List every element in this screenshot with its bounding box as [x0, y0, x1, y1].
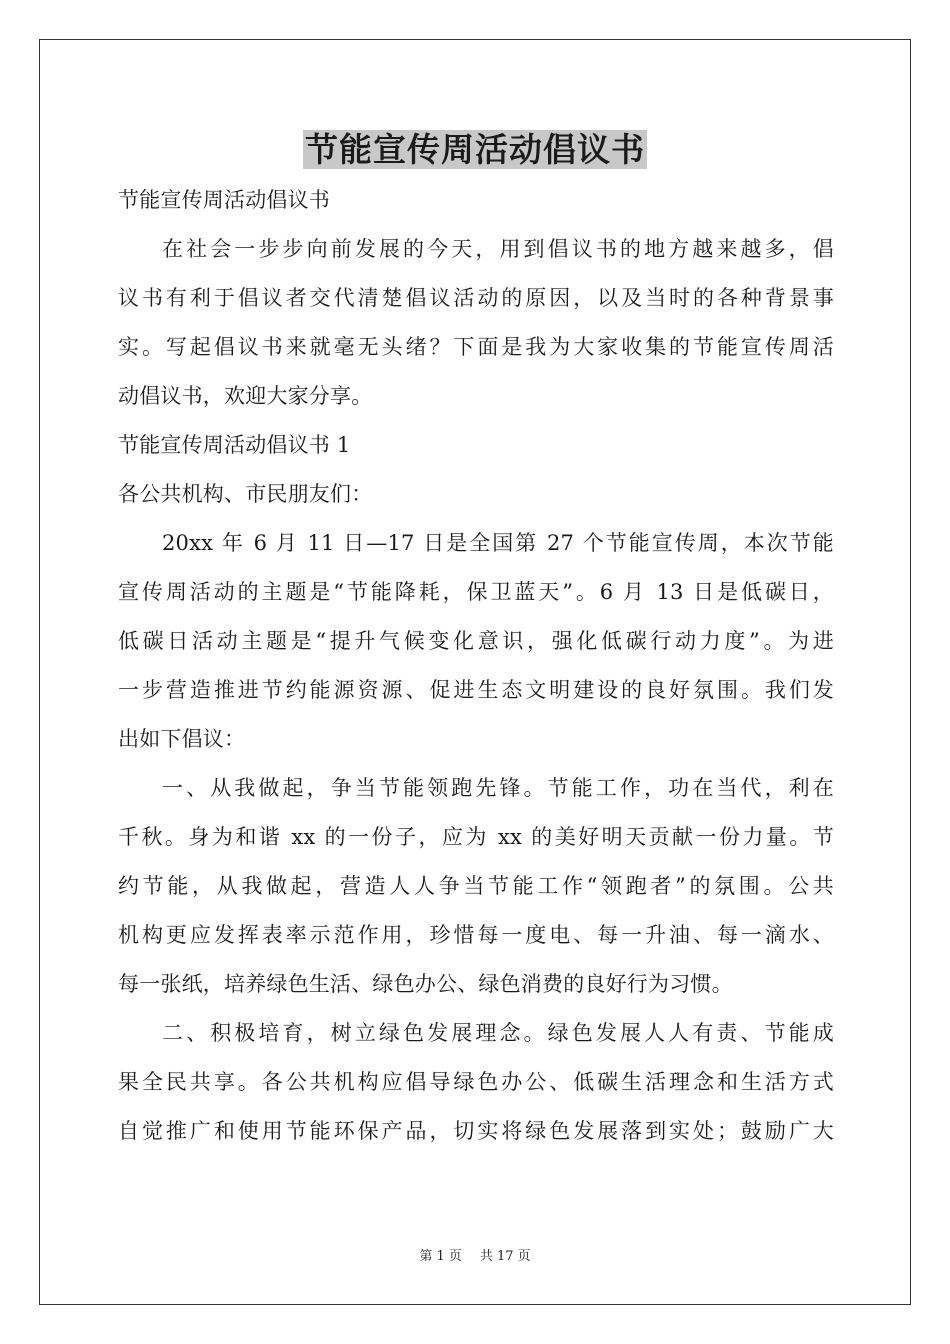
paragraph-line: 果全民共享。各公共机构应倡导绿色办公、低碳生活理念和生活方式: [118, 1070, 834, 1094]
page-total: 共 17 页: [479, 1249, 531, 1264]
paragraph-line: 实。写起倡议书来就毫无头绪？下面是我为大家收集的节能宣传周活: [118, 335, 834, 359]
paragraph-line: 机构更应发挥表率示范作用，珍惜每一度电、每一升油、每一滴水、: [118, 923, 834, 947]
paragraph-line: 动倡议书，欢迎大家分享。: [118, 384, 373, 408]
page-footer: [0, 1248, 950, 1266]
paragraph-line: 约节能，从我做起，营造人人争当节能工作“领跑者”的氛围。公共: [118, 874, 834, 898]
paragraph-line: 议书有利于倡议者交代清楚倡议活动的原因，以及当时的各种背景事: [118, 286, 834, 310]
paragraph-line: 低碳日活动主题是“提升气候变化意识，强化低碳行动力度”。为进: [118, 629, 834, 653]
paragraph-line: 出如下倡议：: [118, 727, 246, 751]
salutation-line: 各公共机构、市民朋友们：: [118, 482, 373, 506]
document-body: [118, 176, 834, 1156]
paragraph-line: 一、从我做起，争当节能领跑先锋。节能工作，功在当代，利在: [162, 776, 834, 800]
subtitle-line: 节能宣传周活动倡议书: [118, 188, 330, 212]
document-title: [0, 127, 950, 173]
paragraph-line: 20xx 年 6 月 11 日—17 日是全国第 27 个节能宣传周，本次节能: [162, 531, 834, 555]
paragraph-line: 每一张纸，培养绿色生活、绿色办公、绿色消费的良好行为习惯。: [118, 972, 733, 996]
paragraph-line: 一步营造推进节约能源资源、促进生态文明建设的良好氛围。我们发: [118, 678, 834, 702]
paragraph-line: 宣传周活动的主题是“节能降耗，保卫蓝天”。6 月 13 日是低碳日，: [118, 580, 834, 604]
page-number: 第 1 页: [419, 1249, 462, 1264]
document-title-text: 节能宣传周活动倡议书: [305, 130, 645, 169]
paragraph-line: 千秋。身为和谐 xx 的一份子，应为 xx 的美好明天贡献一份力量。节: [118, 825, 834, 849]
paragraph-line: 自觉推广和使用节能环保产品，切实将绿色发展落到实处；鼓励广大: [118, 1119, 834, 1143]
paragraph-line: 二、积极培育，树立绿色发展理念。绿色发展人人有责、节能成: [162, 1021, 834, 1045]
paragraph-line: 在社会一步步向前发展的今天，用到倡议书的地方越来越多，倡: [162, 237, 834, 261]
section-heading: 节能宣传周活动倡议书 1: [118, 433, 351, 457]
